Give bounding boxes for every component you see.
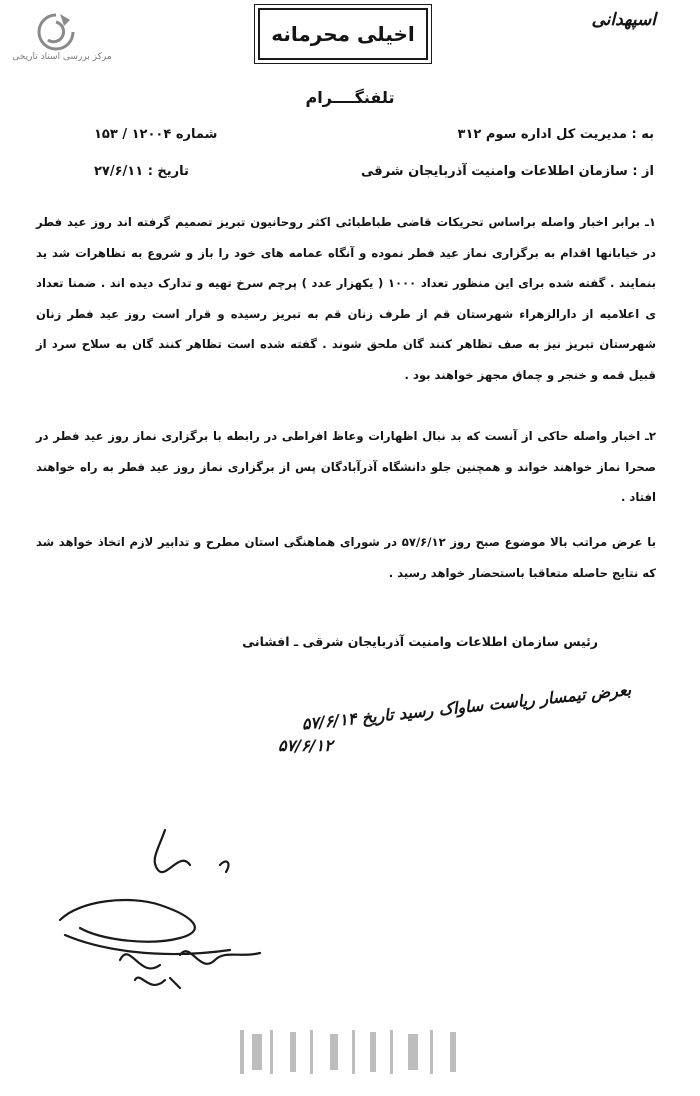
classification-stamp: اخیلی محرمانه <box>258 8 428 60</box>
document-date: تاریخ : ۲۷/۶/۱۱ <box>94 164 189 179</box>
handwritten-annotation <box>300 680 650 740</box>
handwritten-note-text: بعرض تیمسار ریاست ساواک رسید تاریخ ۵۷/۶/۱۴ <box>300 680 632 734</box>
archive-barcode <box>230 1020 470 1086</box>
document-number: شماره ۱۲۰۰۴ / ۱۵۳ <box>94 127 218 142</box>
handwritten-signature <box>40 810 280 1000</box>
handwritten-top-note: اسپهدانی <box>591 10 656 30</box>
archive-name: مرکز بررسی اسناد تاریخی <box>12 52 112 62</box>
recipient-line: به : مدیریت کل اداره سوم ۳۱۲ <box>457 127 654 142</box>
sender-line: از : سازمان اطلاعات وامنیت آذربایجان شرقی <box>361 164 654 179</box>
document-title: تلفنگــــرام <box>305 88 395 107</box>
paragraph-1: ۱ـ برابر اخبار واصله براساس تحریکات قاضی طباطبائی اکثر روحانیون تبریز تصمیم گرفته اند روز عید فطر در خیابانها اقدام به برگزاری نماز عید فطر نموده و آنگاه عمامه های خود را باز و شروع به تظاهرات شد ید بنمایند . گفته شده برای این منظور تعداد ۱۰۰۰ ( یکهزار عدد ) پرچم سرخ تهیه و تدارک دیده اند . ضمنا تعداد ی اعلامیه از دارالزهراء شهرستان قم از طرف زنان قم به تبریز رسیده و قرار است روز عید فطر زنان شهرستان تبریز نیز به صف تظاهر کنند گان ملحق شوند . گفته شده است تظاهر کنند گان به سلاح سرد از قبیل قمه و خنجر و چماق مجهز خواهند بود . <box>36 215 656 382</box>
paragraph-3: با عرض مراتب بالا موضوع صبح روز ۵۷/۶/۱۲ در شورای هماهنگی استان مطرح و تدابیر لازم اتخاذ خواهد شد که نتایج حاصله متعاقبا باستحضار خواهد رسید . <box>36 535 656 580</box>
signatory-line: رئیس سازمان اطلاعات وامنیت آذربایجان شرقی ـ افشانی <box>242 634 598 649</box>
paragraph-2: ۲ـ اخبار واصله حاکی از آنست که بد نبال اظهارات وعاظ افراطی در رابطه با برگزاری نماز روز عید فطر در صحرا نماز خواهند خواند و همچنین جلو دانشگاه آذرآبادگان پس از برگزاری نماز روز عید فطر به راه خواهند افتاد . <box>36 429 656 504</box>
handwritten-date: ۵۷/۶/۱۲ <box>278 736 333 755</box>
archive-logo-icon <box>34 12 78 52</box>
